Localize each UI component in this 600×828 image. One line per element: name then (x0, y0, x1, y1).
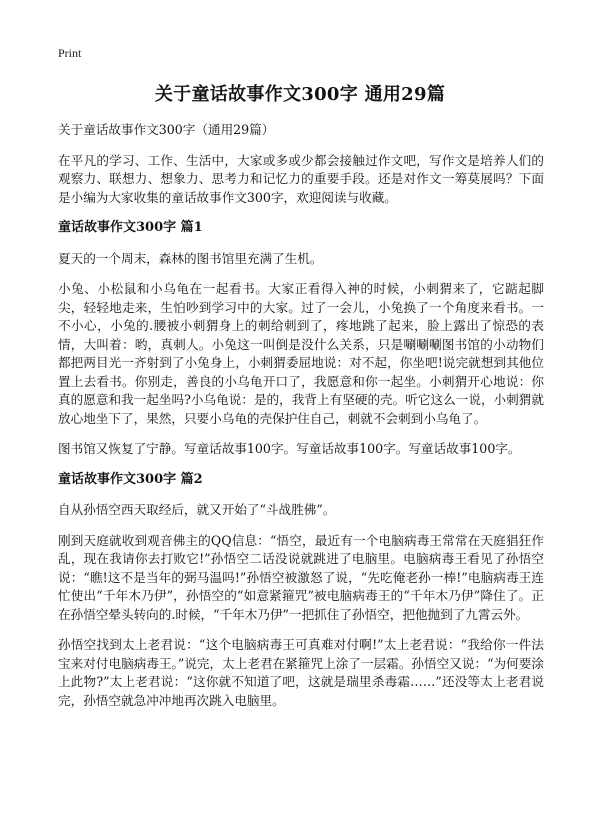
section1-paragraph: 小兔、小松鼠和小乌龟在一起看书。大家正看得入神的时候，小刺猬来了，它踮起脚尖，轻轻地走来，生怕吵到学习中的大家。过了一会儿，小兔换了一个角度来看书。一不小心，小兔的.腰被小刺猬身上的刺给刺到了，疼地跳了起来，脸上露出了惊恐的表情，大叫着：哟，真刺人。小兔这一叫倒是没什么关系，只是唰唰唰图书馆的小动物们都把两目光一齐射到了小兔身上，小刺猬委屈地说：对不起，你坐吧!说完就想到其他位置上去看书。你别走，善良的小乌龟开口了，我愿意和你一起坐。小刺猬开心地说：你真的愿意和我一起坐吗?小乌龟说：是的，我背上有坚硬的壳。听它这么一说，小刺猬就放心地坐下了，果然，只要小乌龟的壳保护住自己，刺就不会刺到小乌龟了。 (58, 281, 544, 426)
section-heading-2: 童话故事作文300字 篇2 (58, 471, 203, 487)
intro-paragraph: 在平凡的学习、工作、生活中，大家或多或少都会接触过作文吧，写作文是培养人们的观察力、联想力、想象力、思考力和记忆力的重要手段。还是对作文一筹莫展吗？下面是小编为大家收集的童话故事作文300字，欢迎阅读与收藏。 (58, 152, 544, 205)
section2-paragraph: 刚到天庭就收到观音佛主的QQ信息：“悟空，最近有一个电脑病毒王常常在天庭猖狂作乱，现在我请你去打败它!”孙悟空二话没说就跳进了电脑里。电脑病毒王看见了孙悟空说：“瞧!这不是当年的弼马温吗!”孙悟空被激怒了说，“先吃俺老孙一棒!”电脑病毒王连忙使出“千年木乃伊”，孙悟空的“如意紧箍咒”被电脑病毒王的“千年木乃伊”降住了。正在孙悟空晕头转向的.时候，“千年木乃伊”一把抓住了孙悟空，把他抛到了九霄云外。 (58, 532, 544, 622)
section2-paragraph: 孙悟空找到太上老君说：“这个电脑病毒王可真难对付啊!”太上老君说：“我给你一件法宝来对付电脑病毒王。”说完，太上老君在紧箍咒上涂了一层霜。孙悟空又说：“为何要涂上此物?”太上老君说：“这你就不知道了吧，这就是瑞里杀毒霜……”还没等太上老君说完，孙悟空就急冲冲地再次跳入电脑里。 (58, 637, 544, 708)
document-body (58, 121, 544, 722)
document-subtitle: 关于童话故事作文300字（通用29篇） (58, 122, 275, 137)
section1-paragraph: 夏天的一个周末，森林的图书馆里充满了生机。 (58, 250, 323, 266)
document-title: 关于童话故事作文300字 通用29篇 (154, 84, 446, 105)
section1-paragraph: 图书馆又恢复了宁静。写童话故事100字。写童话故事100字。写童话故事100字。 (58, 441, 521, 456)
section-heading-1: 童话故事作文300字 篇1 (58, 220, 203, 235)
print-label[interactable]: Print (58, 46, 82, 60)
section2-paragraph: 自从孙悟空西天取经后，就又开始了“斗战胜佛”。 (58, 502, 336, 517)
